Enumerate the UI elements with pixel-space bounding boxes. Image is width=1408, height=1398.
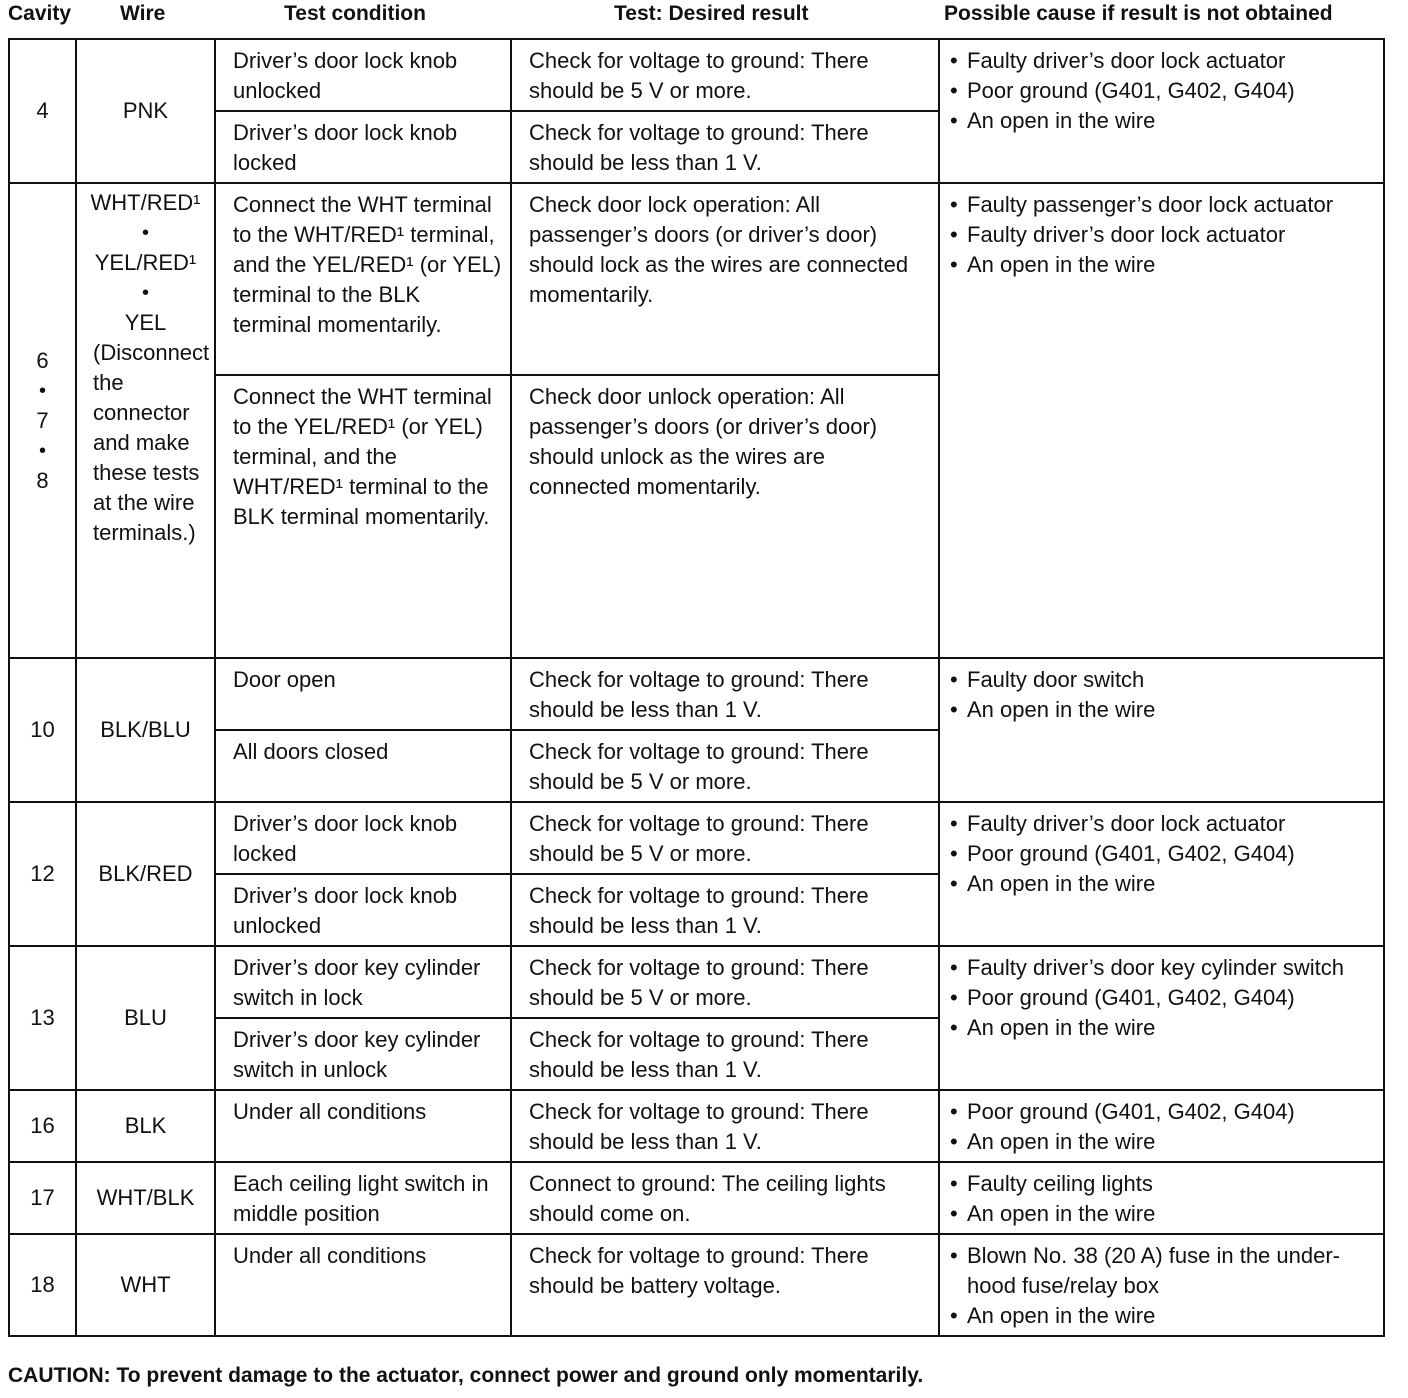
table-row: [9, 802, 1384, 874]
header-result: Test: Desired result: [614, 2, 809, 25]
wire-line: WHT/RED¹: [90, 190, 201, 215]
cause-item: • Faulty driver’s door lock actuator: [950, 46, 1375, 76]
inspection-table: [8, 38, 1385, 1337]
cavity-cell: 4: [9, 39, 76, 183]
wire-cell: BLU: [76, 946, 215, 1090]
caution-note: CAUTION: To prevent damage to the actuator, connect power and ground only momentarily.: [8, 1364, 924, 1387]
condition-cell: Under all conditions: [215, 1090, 511, 1162]
condition-cell: Driver’s door lock knob locked: [215, 111, 511, 183]
wire-cell: PNK: [76, 39, 215, 183]
cavity-line: 6: [36, 347, 49, 373]
result-cell: Check for voltage to ground: There should be less than 1 V.: [511, 658, 939, 730]
result-cell: Check for voltage to ground: There should be less than 1 V.: [511, 1018, 939, 1090]
cause-cell: [939, 1234, 1384, 1336]
condition-cell: Driver’s door lock knob unlocked: [215, 39, 511, 111]
wire-cell: [76, 183, 215, 658]
table-row: [9, 39, 1384, 111]
condition-cell: Driver’s door lock knob locked: [215, 802, 511, 874]
cause-item: • Faulty ceiling lights: [950, 1169, 1375, 1199]
cause-item: • An open in the wire: [950, 1199, 1375, 1229]
table-row: [9, 183, 1384, 375]
result-cell: Check for voltage to ground: There should be less than 1 V.: [511, 111, 939, 183]
cause-item: • Faulty driver’s door lock actuator: [950, 809, 1375, 839]
cause-item: • An open in the wire: [950, 695, 1375, 725]
cause-item: • An open in the wire: [950, 1127, 1375, 1157]
result-cell: Check for voltage to ground: There should be less than 1 V.: [511, 874, 939, 946]
header-cause: Possible cause if result is not obtained: [944, 2, 1333, 25]
result-cell: Check for voltage to ground: There should be battery voltage.: [511, 1234, 939, 1336]
cavity-line: 8: [36, 467, 49, 493]
cavity-cell: 12: [9, 802, 76, 946]
header-wire: Wire: [120, 2, 166, 25]
cause-item: • Faulty driver’s door lock actuator: [950, 220, 1375, 250]
wire-note: (Disconnect the connector and make these tests at the wire terminals.): [93, 340, 210, 545]
condition-cell: Connect the WHT terminal to the YEL/RED¹ (or YEL) terminal, and the WHT/RED¹ terminal to the BLK terminal momentarily.: [215, 375, 511, 658]
cause-item: • An open in the wire: [950, 250, 1375, 280]
cause-cell: [939, 946, 1384, 1090]
cause-cell: [939, 39, 1384, 183]
cavity-line: •: [38, 439, 46, 462]
result-cell: Check for voltage to ground: There should be 5 V or more.: [511, 39, 939, 111]
condition-cell: Driver’s door key cylinder switch in lock: [215, 946, 511, 1018]
cavity-cell: 17: [9, 1162, 76, 1234]
cavity-cell: 10: [9, 658, 76, 802]
cause-cell: [939, 183, 1384, 658]
result-cell: Check for voltage to ground: There should be 5 V or more.: [511, 946, 939, 1018]
result-cell: Check for voltage to ground: There should be 5 V or more.: [511, 730, 939, 802]
wire-line: •: [141, 222, 149, 244]
wire-cell: BLK/RED: [76, 802, 215, 946]
cavity-line: •: [38, 379, 46, 402]
cause-cell: [939, 1090, 1384, 1162]
cavity-cell: 18: [9, 1234, 76, 1336]
cavity-line: 7: [36, 407, 49, 433]
cavity-cell: 16: [9, 1090, 76, 1162]
table-row: [9, 658, 1384, 730]
condition-cell: Driver’s door key cylinder switch in unlock: [215, 1018, 511, 1090]
condition-cell: Door open: [215, 658, 511, 730]
wire-cell: BLK/BLU: [76, 658, 215, 802]
cavity-cell: [9, 183, 76, 658]
condition-cell: Driver’s door lock knob unlocked: [215, 874, 511, 946]
wire-cell: WHT/BLK: [76, 1162, 215, 1234]
header-cavity: Cavity: [8, 2, 72, 25]
table-row: [9, 1090, 1384, 1162]
cause-cell: [939, 802, 1384, 946]
cause-item: • Poor ground (G401, G402, G404): [950, 76, 1375, 106]
cause-item: • Faulty driver’s door key cylinder switch: [950, 953, 1375, 983]
table-row: [9, 1162, 1384, 1234]
cause-item: • An open in the wire: [950, 1013, 1375, 1043]
cause-cell: [939, 658, 1384, 802]
wire-cell: BLK: [76, 1090, 215, 1162]
cause-item: • Poor ground (G401, G402, G404): [950, 1097, 1375, 1127]
wire-line: YEL: [124, 310, 167, 335]
cause-item: • Poor ground (G401, G402, G404): [950, 983, 1375, 1013]
wire-line: YEL/RED¹: [94, 250, 197, 275]
condition-cell: All doors closed: [215, 730, 511, 802]
cause-cell: [939, 1162, 1384, 1234]
condition-cell: Under all conditions: [215, 1234, 511, 1336]
cause-item: • An open in the wire: [950, 106, 1375, 136]
result-cell: Connect to ground: The ceiling lights should come on.: [511, 1162, 939, 1234]
cause-item: • Poor ground (G401, G402, G404): [950, 839, 1375, 869]
cause-item: • An open in the wire: [950, 1301, 1375, 1331]
result-cell: Check for voltage to ground: There should be 5 V or more.: [511, 802, 939, 874]
condition-cell: Each ceiling light switch in middle position: [215, 1162, 511, 1234]
result-cell: Check door unlock operation: All passenger’s doors (or driver’s door) should unlock as the wires are connected momentarily.: [511, 375, 939, 658]
cause-item: • Faulty passenger’s door lock actuator: [950, 190, 1375, 220]
table-row: [9, 1234, 1384, 1336]
result-cell: Check door lock operation: All passenger’s doors (or driver’s door) should lock as the wires are connected momentarily.: [511, 183, 939, 375]
cause-item: • Faulty door switch: [950, 665, 1375, 695]
wire-line: •: [141, 282, 149, 304]
table-row: [9, 946, 1384, 1018]
wire-cell: WHT: [76, 1234, 215, 1336]
cavity-cell: 13: [9, 946, 76, 1090]
condition-cell: Connect the WHT terminal to the WHT/RED¹ terminal, and the YEL/RED¹ (or YEL) terminal to the BLK terminal momentarily.: [215, 183, 511, 375]
cause-item: • Blown No. 38 (20 A) fuse in the under-hood fuse/relay box: [950, 1241, 1375, 1301]
result-cell: Check for voltage to ground: There should be less than 1 V.: [511, 1090, 939, 1162]
cause-item: • An open in the wire: [950, 869, 1375, 899]
header-condition: Test condition: [284, 2, 426, 25]
